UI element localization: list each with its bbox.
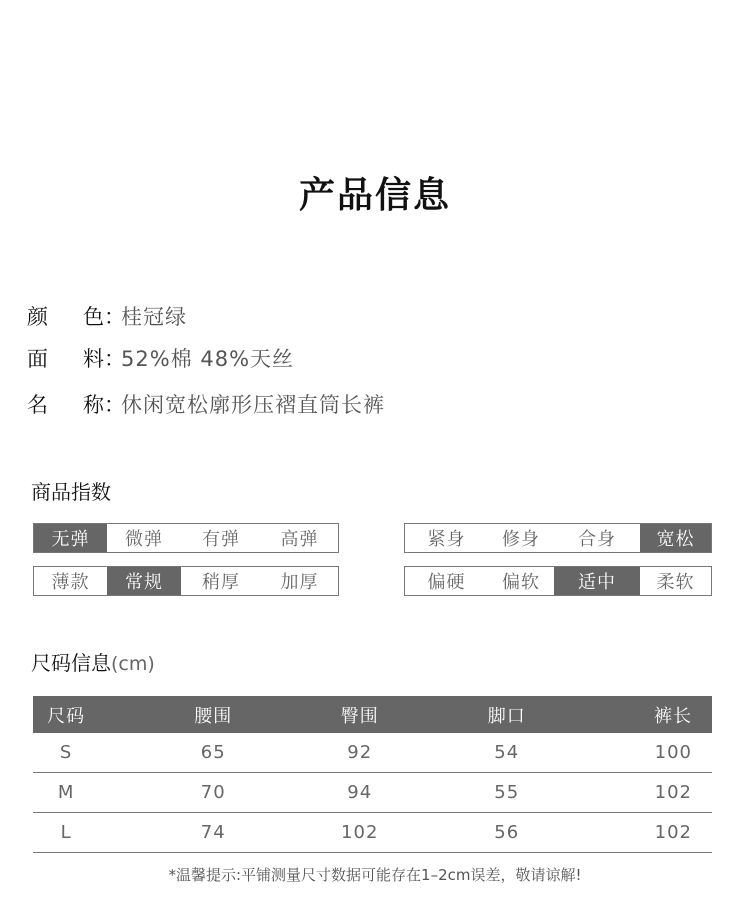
size-table (33, 696, 712, 853)
table-row (33, 813, 712, 853)
fit-index (404, 523, 712, 553)
table-cell: 102 (621, 813, 712, 853)
table-cell: 102 (327, 813, 392, 853)
header-size: 尺码 (33, 696, 99, 733)
softness-option: 偏硬 (427, 572, 466, 593)
thickness-option: 加厚 (280, 572, 319, 593)
info-label-name: 名 称： (27, 393, 125, 417)
table-cell: L (33, 813, 99, 853)
table-row (33, 773, 712, 813)
info-value-color: 桂冠绿 (121, 305, 187, 329)
info-label-fabric: 面 料： (27, 347, 125, 371)
elasticity-option: 无弹 (34, 524, 107, 552)
table-cell: 94 (327, 773, 392, 813)
softness-option: 适中 (554, 567, 640, 595)
elasticity-option: 微弹 (125, 529, 163, 550)
table-cell: 102 (621, 773, 712, 813)
table-cell: 74 (99, 813, 327, 853)
table-cell: 100 (621, 733, 712, 773)
info-row-fabric (27, 344, 294, 374)
thickness-option: 稍厚 (202, 572, 240, 593)
softness-option: 柔软 (656, 572, 695, 593)
header-hip: 臀围 (327, 696, 392, 733)
table-cell: S (33, 733, 99, 773)
table-cell: 70 (99, 773, 327, 813)
size-section-title (31, 649, 155, 678)
header-leg-opening: 脚口 (392, 696, 621, 733)
size-unit: (cm) (111, 653, 155, 675)
elasticity-index (33, 523, 339, 553)
elasticity-option: 有弹 (202, 529, 240, 550)
header-length: 裤长 (621, 696, 712, 733)
table-cell: 56 (392, 813, 621, 853)
thickness-index (33, 566, 339, 596)
header-waist: 腰围 (99, 696, 327, 733)
info-value-fabric: 52%棉 48%天丝 (121, 347, 295, 371)
fit-option: 宽松 (640, 524, 711, 552)
table-cell: M (33, 773, 99, 813)
page-title: 产品信息 (298, 175, 451, 216)
table-cell: 55 (392, 773, 621, 813)
info-value-name: 休闲宽松廓形压褶直筒长裤 (121, 393, 385, 417)
elasticity-option: 高弹 (280, 529, 319, 550)
fit-option: 紧身 (427, 529, 466, 550)
size-table-header (33, 696, 712, 733)
size-section-label: 尺码信息 (31, 651, 111, 675)
table-row (33, 733, 712, 773)
thickness-option: 薄款 (51, 572, 90, 593)
info-row-color (27, 302, 187, 332)
info-label-color: 颜 色： (27, 305, 125, 329)
softness-index (404, 566, 712, 596)
fit-option: 修身 (502, 529, 540, 550)
measurement-note: *温馨提示:平铺测量尺寸数据可能存在1–2cm误差，敬请谅解! (168, 866, 582, 884)
fit-option: 合身 (578, 529, 616, 550)
table-cell: 65 (99, 733, 327, 773)
softness-option: 偏软 (502, 572, 540, 593)
index-section-title: 商品指数 (31, 480, 111, 504)
thickness-option: 常规 (107, 567, 181, 595)
info-row-name (27, 390, 385, 420)
table-cell: 54 (392, 733, 621, 773)
table-cell: 92 (327, 733, 392, 773)
